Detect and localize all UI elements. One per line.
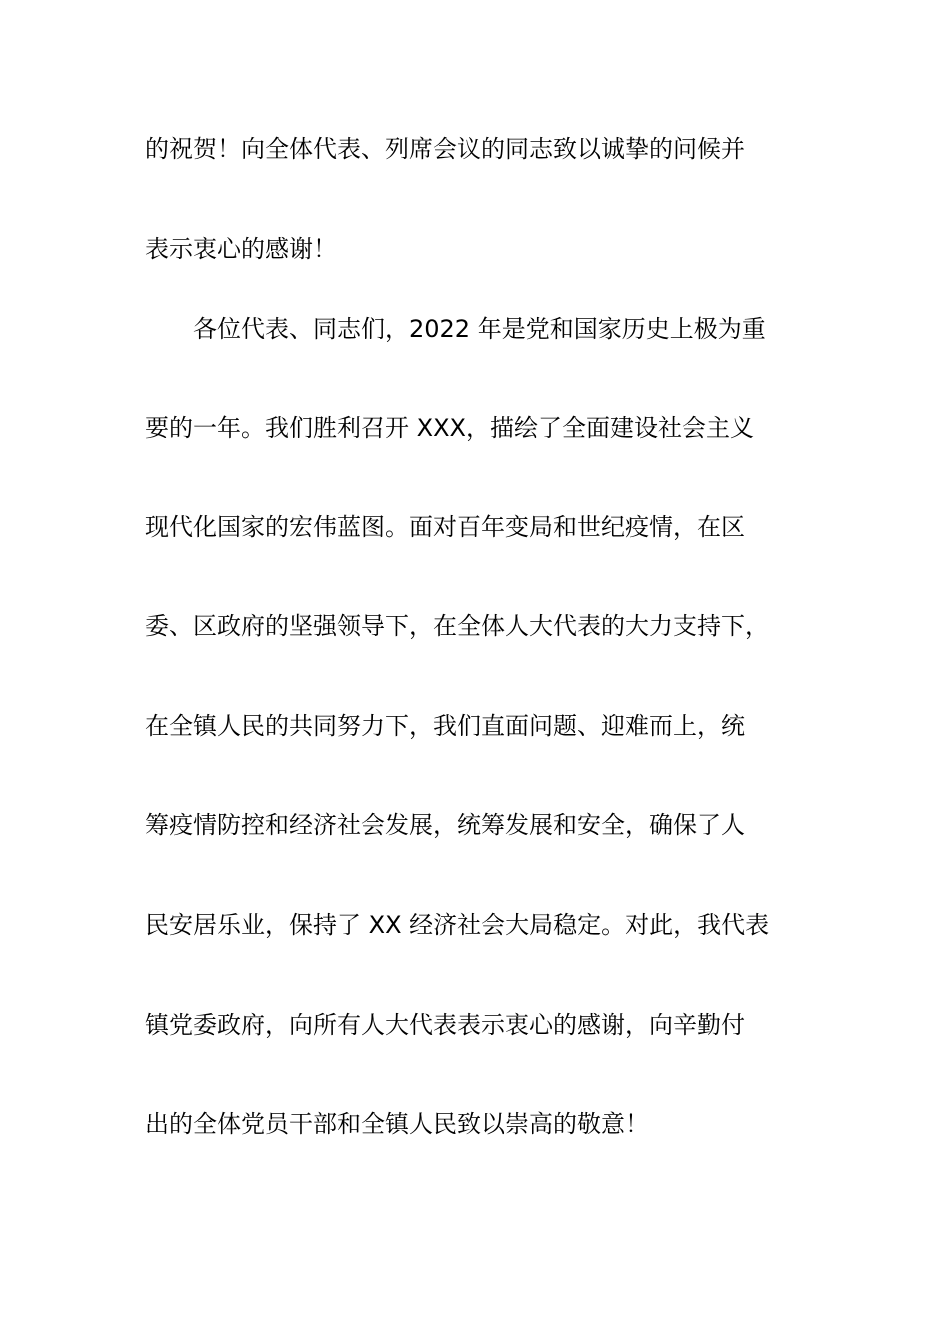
text-line: 委、区政府的坚强领导下，在全体人大代表的大力支持下， (145, 612, 769, 640)
text-line: 镇党委政府，向所有人大代表表示衷心的感谢，向辛勤付 (145, 1011, 745, 1039)
text-line: 现代化国家的宏伟蓝图。面对百年变局和世纪疫情，在区 (145, 513, 745, 541)
text-line: 的祝贺！向全体代表、列席会议的同志致以诚挚的问候并 (145, 135, 745, 163)
paragraph-start-line: 各位代表、同志们，2022 年是党和国家历史上极为重 (145, 315, 766, 343)
text-line: 筹疫情防控和经济社会发展，统筹发展和安全，确保了人 (145, 811, 745, 839)
text-line: 要的一年。我们胜利召开 XXX，描绘了全面建设社会主义 (145, 414, 754, 442)
text-line: 表示衷心的感谢！ (145, 235, 337, 263)
text-line: 民安居乐业，保持了 XX 经济社会大局稳定。对此，我代表 (145, 911, 770, 939)
text-line: 在全镇人民的共同努力下，我们直面问题、迎难而上，统 (145, 712, 745, 740)
text-line: 出的全体党员干部和全镇人民致以崇高的敬意！ (145, 1110, 649, 1138)
